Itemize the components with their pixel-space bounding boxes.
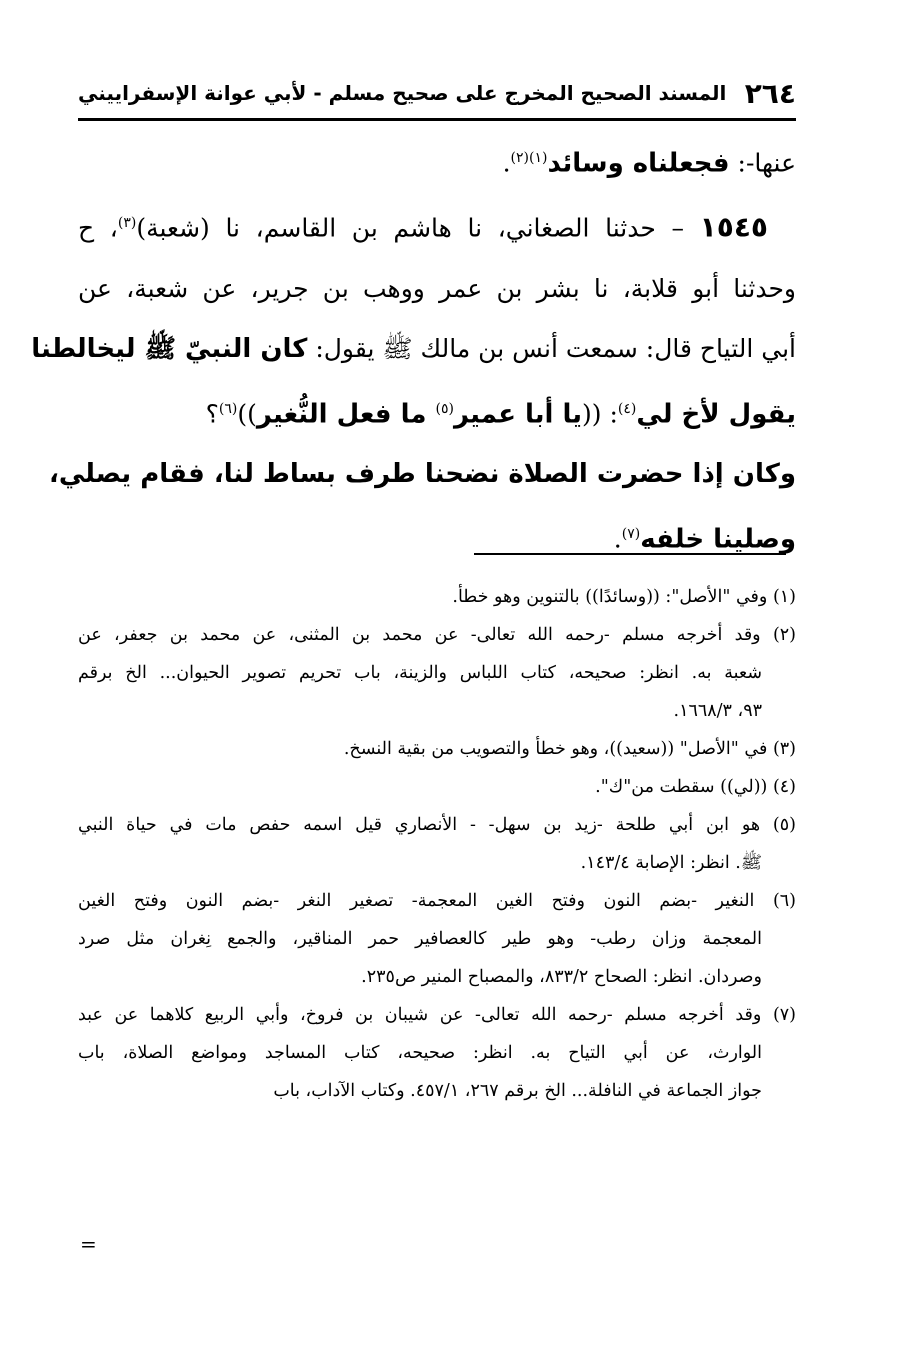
footnote-label: (٤) (772, 777, 796, 797)
footnote-text: في "الأصل" ((سعيد))، وهو خطأ والتصويب من بقية النسخ. (343, 739, 768, 759)
footnote-line (78, 882, 796, 920)
text-line-1: عنها-: فجعلناه وسائد$^{(١)(٢)}$. (502, 148, 796, 179)
footnote-line (78, 958, 796, 996)
footnote-line (78, 768, 796, 806)
text-line-7: وصلينا خلفه$^{(٧)}$. (613, 524, 796, 555)
footnote-text: ((لي)) سقطت من"ك". (595, 777, 768, 797)
running-title: المسند الصحيح المخرج على صحيح مسلم - لأبي عوانة الإسفراييني (78, 81, 727, 105)
page-number: ٢٦٤ (744, 76, 796, 110)
continuation-mark: = (80, 1232, 97, 1256)
hadith-header-line: ١٥٤٥ – حدثنا الصغاني، نا هاشم بن القاسم، نا (شعبة)$^{(٣)}$، ح (78, 210, 768, 244)
text-line-6: وكان إذا حضرت الصلاة نضحنا طرف بساط لنا، فقام يصلي، (48, 458, 796, 489)
footnote-label: (٣) (772, 739, 796, 759)
footnote-label: (٦) (772, 891, 796, 911)
footnote-2 (78, 616, 796, 730)
footnote-label: (١) (772, 587, 796, 607)
footnote-text: وفي "الأصل": ((وسائدًا)) بالتنوين وهو خطأ. (452, 587, 768, 607)
footnote-text: وصردان. انظر: الصحاح ٨٣٣/٢، والمصباح المنير ص٢٣٥. (361, 967, 762, 987)
footnote-line (78, 654, 796, 692)
footnote-line (78, 1072, 796, 1110)
footnote-text: النغير -بضم النون وفتح الغين المعجمة- تصغير النغر -بضم النون وفتح الغين (78, 891, 755, 911)
running-header (78, 76, 796, 110)
footnote-text: هو ابن أبي طلحة -زيد بن سهل- - الأنصاري قيل اسمه حفص مات في حياة النبي (78, 815, 761, 835)
footnote-line (78, 616, 796, 654)
footnote-line (78, 730, 796, 768)
footnote-3 (78, 730, 796, 768)
footnote-line (78, 1034, 796, 1072)
footnotes (78, 578, 796, 1110)
footnote-text: وقد أخرجه مسلم -رحمه الله تعالى- عن شيبان بن فروخ، وأبي الربيع كلاهما عن عبد (78, 1005, 762, 1025)
footnote-line (78, 692, 796, 730)
footnote-text: المعجمة وزان رطب- وهو طير كالعصافير حمر المناقير، والجمع نِغران مثل صرد (78, 929, 762, 949)
footnote-text: الوارث، عن أبي التياح به. انظر: صحيحه، كتاب المساجد ومواضع الصلاة، باب (78, 1043, 762, 1063)
footnote-5 (78, 806, 796, 882)
text-line-3: وحدثنا أبو قلابة، نا بشر بن عمر ووهب بن جرير، عن شعبة، عن (78, 273, 796, 303)
footnote-line (78, 996, 796, 1034)
hadith-number: ١٥٤٥ (699, 210, 768, 244)
footnote-text: ﷺ. انظر: الإصابة ١٤٣/٤. (580, 853, 762, 873)
footnote-1 (78, 578, 796, 616)
text-line-5: يقول لأخ لي$^{(٤)}$: ((يا أبا عمير$^{(٥)}$ ما فعل النُّغير))$^{(٦)}$؟ (205, 398, 796, 429)
footnote-text: وقد أخرجه مسلم -رحمه الله تعالى- عن محمد بن المثنى، عن محمد بن جعفر، عن (78, 625, 761, 645)
footnote-label: (٧) (772, 1005, 796, 1025)
footnote-line (78, 844, 796, 882)
hadith-text (31, 128, 796, 569)
footnote-text: جواز الجماعة في النافلة... الخ برقم ٢٦٧، ٤٥٧/١. وكتاب الآداب، باب (273, 1081, 762, 1101)
footnote-text: ٩٣، ١٦٦٨/٣. (673, 701, 762, 721)
header-rule (78, 118, 796, 121)
footnote-line (78, 920, 796, 958)
footnote-label: (٥) (772, 815, 796, 835)
footnote-7 (78, 996, 796, 1110)
footnote-4 (78, 768, 796, 806)
footnote-text: شعبة به. انظر: صحيحه، كتاب اللباس والزينة، باب تحريم تصوير الحيوان... الخ برقم (78, 663, 762, 683)
footnote-line (78, 578, 796, 616)
footnote-6 (78, 882, 796, 996)
footnote-line (78, 806, 796, 844)
footnote-label: (٢) (772, 625, 796, 645)
text-line-4: أبي التياح قال: سمعت أنس بن مالك ﷺ يقول: كان النبيّ ﷺ ليخالطنا (31, 333, 796, 364)
footnote-separator (474, 553, 786, 555)
